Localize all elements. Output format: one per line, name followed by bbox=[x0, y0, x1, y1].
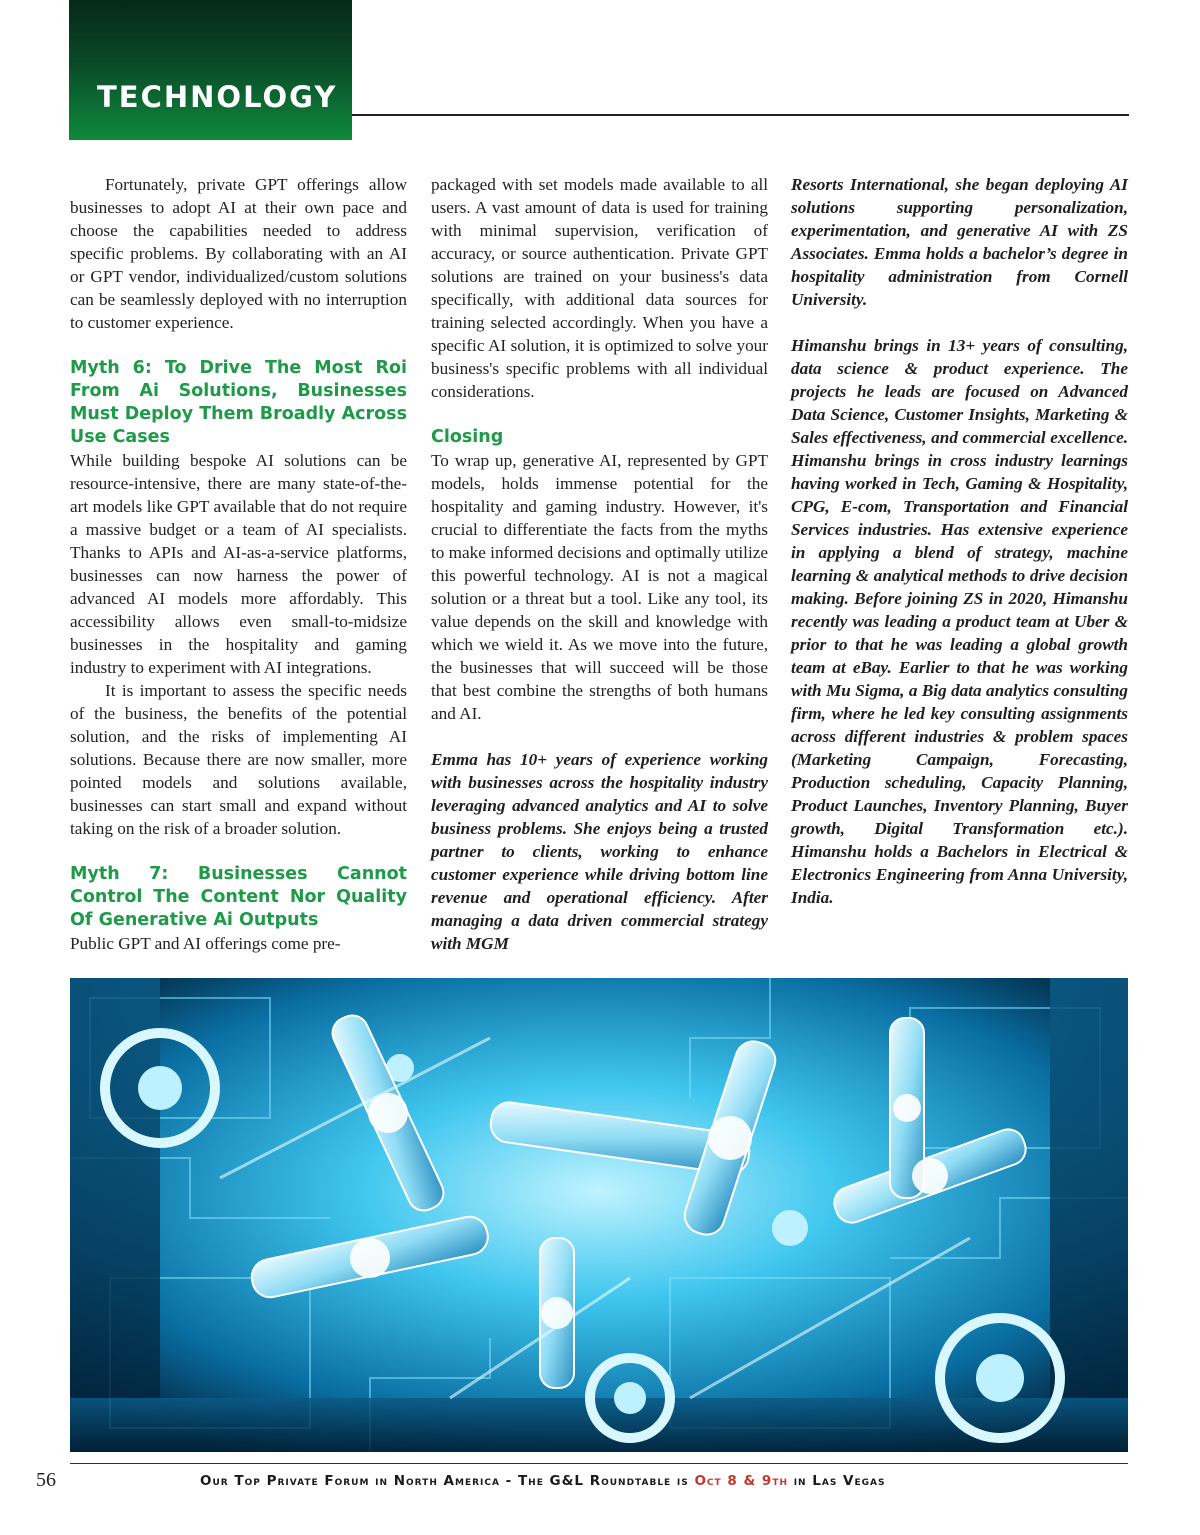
footer-text-start: Our Top Private Forum in North America - The G&L Roundtable is bbox=[200, 1473, 695, 1489]
myth-6-heading: Myth 6: To Drive The Most Roi From Ai Solutions, Businesses Must Deploy Them Broadly Across Use Cases bbox=[70, 358, 408, 447]
header-rule bbox=[352, 114, 1129, 116]
paragraph: To wrap up, generative AI, represented by GPT models, holds immense potential for the hospitality and gaming industry. However, it's crucial to differentiate the facts from the myths to make informed decisions and optimally utilize this powerful technology. AI is not a magical solution or a threat but a tool. Like any tool, its value depends on the skill and knowledge with which we wield it. As we move into the future, the businesses that will succeed will be those that best combine the strengths of both humans and AI. bbox=[431, 451, 768, 723]
article-column-2 bbox=[431, 173, 768, 955]
paragraph: While building bespoke AI solutions can be resource-intensive, there are many state-of-the-art models like GPT available that do not require a massive budget or a team of AI specialists. Thanks to APIs and AI-as-a-service platforms, businesses can now harness the power of advanced AI models more affordably. This accessibility allows even small-to-midsize businesses in the hospitality and gaming industry to experiment with AI integrations. bbox=[70, 451, 407, 677]
article-column-1 bbox=[70, 173, 407, 955]
footer-tagline bbox=[200, 1473, 885, 1489]
author-bio-emma: Emma has 10+ years of experience working with businesses across the hospitality industry leveraging advanced analytics and AI to solve business problems. She enjoys being a trusted partner to clients, working to enhance customer experience while driving bottom line revenue and operational efficiency. After managing a data driven commercial strategy with MGM bbox=[431, 750, 768, 953]
article-column-3 bbox=[791, 173, 1128, 909]
section-title: TECHNOLOGY bbox=[97, 80, 338, 114]
closing-heading: Closing bbox=[431, 427, 504, 447]
author-bio-emma-continued: Resorts International, she began deploying AI solutions supporting personalization, experimentation, and generative AI with ZS Associates. Emma holds a bachelor’s degree in hospitality administration from Cornell University. bbox=[791, 175, 1128, 309]
paragraph: Public GPT and AI offerings come pre- bbox=[70, 934, 341, 953]
paragraph: It is important to assess the specific needs of the business, the benefits of the potential solution, and the risks of implementing AI solutions. Because there are now smaller, more pointed models and solutions available, businesses can start small and expand without taking on the risk of a broader solution. bbox=[70, 681, 407, 838]
author-bio-himanshu: Himanshu brings in 13+ years of consulting, data science & product experience. The projects he leads are focused on Advanced Data Science, Customer Insights, Marketing & Sales effectiveness, and commercial excellence. Himanshu brings in cross industry learnings having worked in Tech, Gaming & Hospitality, CPG, E-com, Transportation and Financial Services industries. Has extensive experience in applying a blend of strategy, machine learning & analytical methods to drive decision making. Before joining ZS in 2020, Himanshu recently was leading a product team at Uber & prior to that he was leading a global growth team at eBay. Earlier to that he was working with Mu Sigma, a Big data analytics consulting firm, where he led key consulting assignments across different industries & problem spaces (Marketing Campaign, Forecasting, Production scheduling, Capacity Planning, Product Launches, Inventory Planning, Buyer growth, Digital Transformation etc.). Himanshu holds a Bachelors in Electrical & Electronics Engineering from Anna University, India. bbox=[791, 336, 1128, 907]
footer-event-dates: Oct 8 & 9th bbox=[694, 1473, 788, 1489]
paragraph: Fortunately, private GPT offerings allow businesses to adopt AI at their own pace and choose the capabilities needed to address specific problems. By collaborating with an AI or GPT vendor, individualized/custom solutions can be seamlessly deployed with no interruption to customer experience. bbox=[70, 175, 407, 332]
page-number: 56 bbox=[36, 1469, 56, 1491]
footer-text-end: in Las Vegas bbox=[788, 1473, 886, 1489]
footer-rule bbox=[70, 1463, 1128, 1464]
paragraph: packaged with set models made available to all users. A vast amount of data is used for training with minimal supervision, verification of accuracy, or source authentication. Private GPT solutions are trained on your business's data specifically, with additional data sources for training selected accordingly. When you have a specific AI solution, it is optimized to solve your business's specific problems with all individual considerations. bbox=[431, 175, 768, 401]
section-header-block bbox=[69, 0, 352, 140]
robotics-illustration bbox=[70, 978, 1128, 1452]
myth-7-heading: Myth 7: Businesses Cannot Control The Content Nor Quality Of Generative Ai Outputs bbox=[70, 864, 407, 930]
